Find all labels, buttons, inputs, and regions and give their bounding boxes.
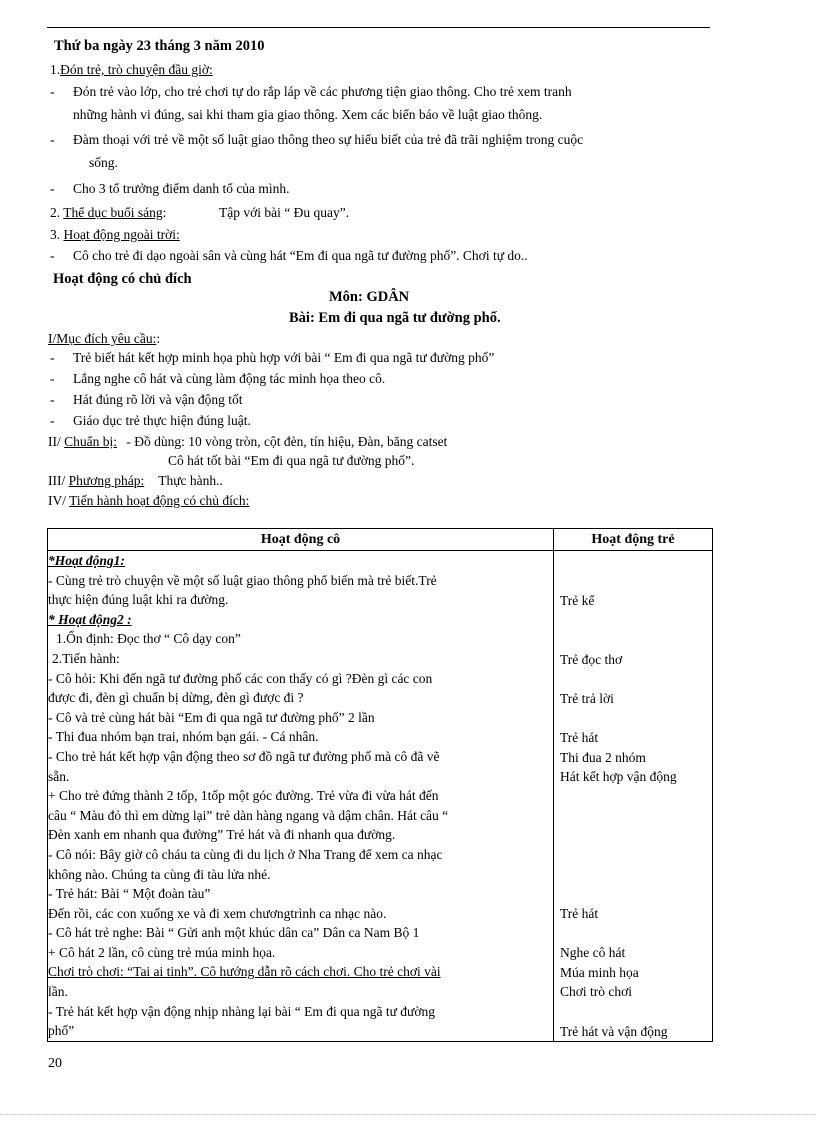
section2-title: Thể dục buổi sáng	[63, 205, 163, 220]
teacher-line: Đến rồi, các con xuống xe và đi xem chươngtrình ca nhạc nào.	[48, 905, 387, 921]
header-teacher: Hoạt động cô	[48, 529, 554, 551]
method-content: Thực hành..	[158, 473, 223, 488]
objective-item: Lắng nghe cô hát và cùng làm động tác minh họa theo cô.	[73, 371, 386, 386]
teacher-line: - Cô nói: Bây giờ cô cháu ta cùng đi du lịch ở Nha Trang để xem ca nhạc	[48, 846, 443, 862]
teacher-line: phố”	[48, 1023, 75, 1039]
section2-colon: :	[162, 205, 167, 220]
teacher-line: - Cùng trẻ trò chuyện về một số luật giao thông phổ biến mà trẻ biết.Trẻ	[48, 572, 437, 588]
child-item: Trẻ hát và vận động	[560, 1024, 668, 1039]
teacher-activities-cell	[48, 551, 554, 1042]
objective-item: Giáo dục trẻ thực hiện đúng luật.	[73, 413, 251, 428]
teacher-line: 1.Ổn định: Đọc thơ “ Cô dạy con”	[56, 631, 241, 647]
teacher-line: - Trẻ hát: Bài “ Một đoàn tàu”	[48, 886, 211, 902]
preparation-label: Chuẩn bị:	[64, 434, 117, 449]
preparation-tools: - Đồ dùng: 10 vòng tròn, cột đèn, tín hiệu, Đàn, băng catset	[123, 434, 448, 449]
section2-number: 2.	[50, 205, 64, 220]
section1-number: 1.	[50, 62, 61, 77]
bullet-dash: -	[50, 371, 55, 386]
child-item: Thi đua 2 nhóm	[560, 750, 646, 765]
teacher-line: - Cho trẻ hát kết hợp vận động theo sơ đồ ngã tư đường phố mà cô đã vẽ	[48, 748, 440, 764]
bullet-dash: -	[50, 350, 55, 365]
teacher-line: - Cô hát trẻ nghe: Bài “ Gửi anh một khúc dân ca” Dân ca Nam Bộ 1	[48, 925, 420, 941]
child-item: Nghe cô hát	[560, 945, 626, 960]
section3-bullet: Cô cho trẻ đi dạo ngoài sân và cùng hát “Em đi qua ngã tư đường phố”. Chơi tự do..	[73, 248, 528, 263]
teacher-line: thực hiện đúng luật khi ra đường.	[48, 592, 229, 608]
page-number: 20	[48, 1056, 62, 1071]
section2-content: Tập với bài “ Đu quay”.	[219, 205, 350, 220]
bullet-dash: -	[50, 248, 55, 263]
table-header-row	[48, 529, 713, 551]
objective-item: Trẻ biết hát kết hợp minh họa phù hợp với bài “ Em đi qua ngã tư đường phố”	[73, 350, 495, 365]
teacher-line: - Trẻ hát kết hợp vận động nhịp nhàng lại bài “ Em đi qua ngã tư đường	[48, 1003, 435, 1019]
teacher-line: không nào. Chúng ta cùng đi tàu lửa nhé.	[48, 866, 271, 882]
teacher-line: lần.	[48, 984, 68, 1000]
procedure-prefix: IV/	[48, 493, 70, 508]
method-prefix: III/	[48, 473, 69, 488]
activity-heading: Hoạt động có chủ đích	[53, 271, 192, 287]
procedure-line	[48, 493, 249, 509]
objective-item: Hát đúng rõ lời và vận động tốt	[73, 392, 243, 407]
lesson-line: Bài: Em đi qua ngã tư đường phố.	[289, 310, 501, 326]
section3-heading	[50, 227, 180, 243]
objectives-heading	[48, 331, 160, 347]
section1-title: Đón trẻ, trò chuyện đầu giờ:	[60, 62, 213, 77]
bullet-dash: -	[50, 84, 55, 99]
bottom-rule	[0, 1114, 816, 1115]
teacher-line: - Thi đua nhóm bạn trai, nhóm bạn gái. - Cá nhân.	[48, 729, 319, 745]
teacher-line: + Cho trẻ đứng thành 2 tốp, 1tốp một góc đường. Trẻ vừa đi vừa hát đến	[48, 788, 439, 804]
bullet-dash: -	[50, 413, 55, 428]
header-child: Hoạt động trẻ	[554, 529, 713, 551]
child-item: Trẻ đọc thơ	[560, 652, 623, 667]
game-label: Chơi trò chơi: “Tai ai tinh”. Cô hướng dẫn rõ cách chơi. Cho trẻ chơi vài	[48, 964, 441, 980]
subject-line: Môn: GDÂN	[329, 289, 410, 305]
child-item: Trẻ hát	[560, 906, 599, 921]
preparation-line1	[48, 434, 447, 450]
activity1-heading: *Hoạt động1:	[48, 553, 125, 568]
section1-bullet2-line1: Đàm thoại với trẻ về một số luật giao thông theo sự hiểu biết của trẻ đã trãi nghiệm trong cuộc	[73, 132, 584, 147]
section1-bullet3: Cho 3 tổ trưởng điểm danh tổ của mình.	[73, 181, 290, 196]
teacher-line: - Cô và trẻ cùng hát bài “Em đi qua ngã tư đường phố” 2 lần	[48, 709, 375, 725]
procedure-label: Tiến hành hoạt động có chủ đích:	[69, 493, 250, 508]
child-item: Múa minh họa	[560, 965, 639, 980]
method-label: Phương pháp:	[68, 473, 145, 488]
child-activities-cell	[554, 551, 713, 1042]
bullet-dash: -	[50, 392, 55, 407]
child-item: Chơi trò chơi	[560, 984, 633, 999]
teacher-line	[48, 962, 553, 982]
activity2-heading: * Hoạt động2 :	[48, 611, 132, 627]
objectives-colon: :	[156, 331, 161, 346]
activity-table	[47, 528, 713, 1042]
preparation-prefix: II/	[48, 434, 65, 449]
section1-heading	[50, 62, 213, 78]
teacher-line: câu “ Màu đỏ thì em dừng lại” trẻ dàn hàng ngang và dậm chân. Hát câu “	[48, 807, 449, 823]
bullet-dash: -	[50, 181, 55, 196]
child-item: Trẻ hát	[560, 730, 599, 745]
teacher-line: - Cô hỏi: Khi đến ngã tư đường phố các con thấy có gì ?Đèn gì các con	[48, 670, 433, 686]
section3-title: Hoạt động ngoài trời:	[63, 227, 180, 242]
date-title: Thứ ba ngày 23 tháng 3 năm 2010	[54, 38, 265, 54]
table-body-row	[48, 551, 713, 1042]
bullet-dash: -	[50, 132, 55, 147]
teacher-line: 2.Tiến hành:	[52, 650, 120, 666]
child-item: Trẻ trả lời	[560, 691, 614, 706]
teacher-line: được đi, đèn gì chuẩn bị dừng, đèn gì được đi ?	[48, 690, 304, 706]
section1-bullet1-line1: Đón trẻ vào lớp, cho trẻ chơi tự do rắp láp về các phương tiện giao thông. Cho trẻ xem tranh	[73, 84, 572, 99]
section2-heading	[50, 205, 166, 221]
teacher-line: sẵn.	[48, 768, 70, 784]
section1-bullet1-line2: những hành vi đúng, sai khi tham gia giao thông. Xem các biển báo về luật giao thông.	[73, 107, 543, 122]
top-rule	[47, 27, 710, 28]
objectives-title: I/Mục đích yêu cầu:	[48, 331, 157, 346]
section1-bullet2-line2: sống.	[89, 155, 118, 170]
section3-number: 3.	[50, 227, 64, 242]
child-item: Hát kết hợp vận động	[560, 769, 677, 784]
teacher-line: Đèn xanh em nhanh qua đường” Trẻ hát và đi nhanh qua đường.	[48, 827, 396, 843]
method-line	[48, 473, 223, 489]
teacher-line: + Cô hát 2 lần, cô cùng trẻ múa minh họa.	[48, 944, 276, 960]
preparation-line2: Cô hát tốt bài “Em đi qua ngã tư đường phố”.	[168, 453, 415, 468]
child-item: Trẻ kể	[560, 593, 595, 608]
